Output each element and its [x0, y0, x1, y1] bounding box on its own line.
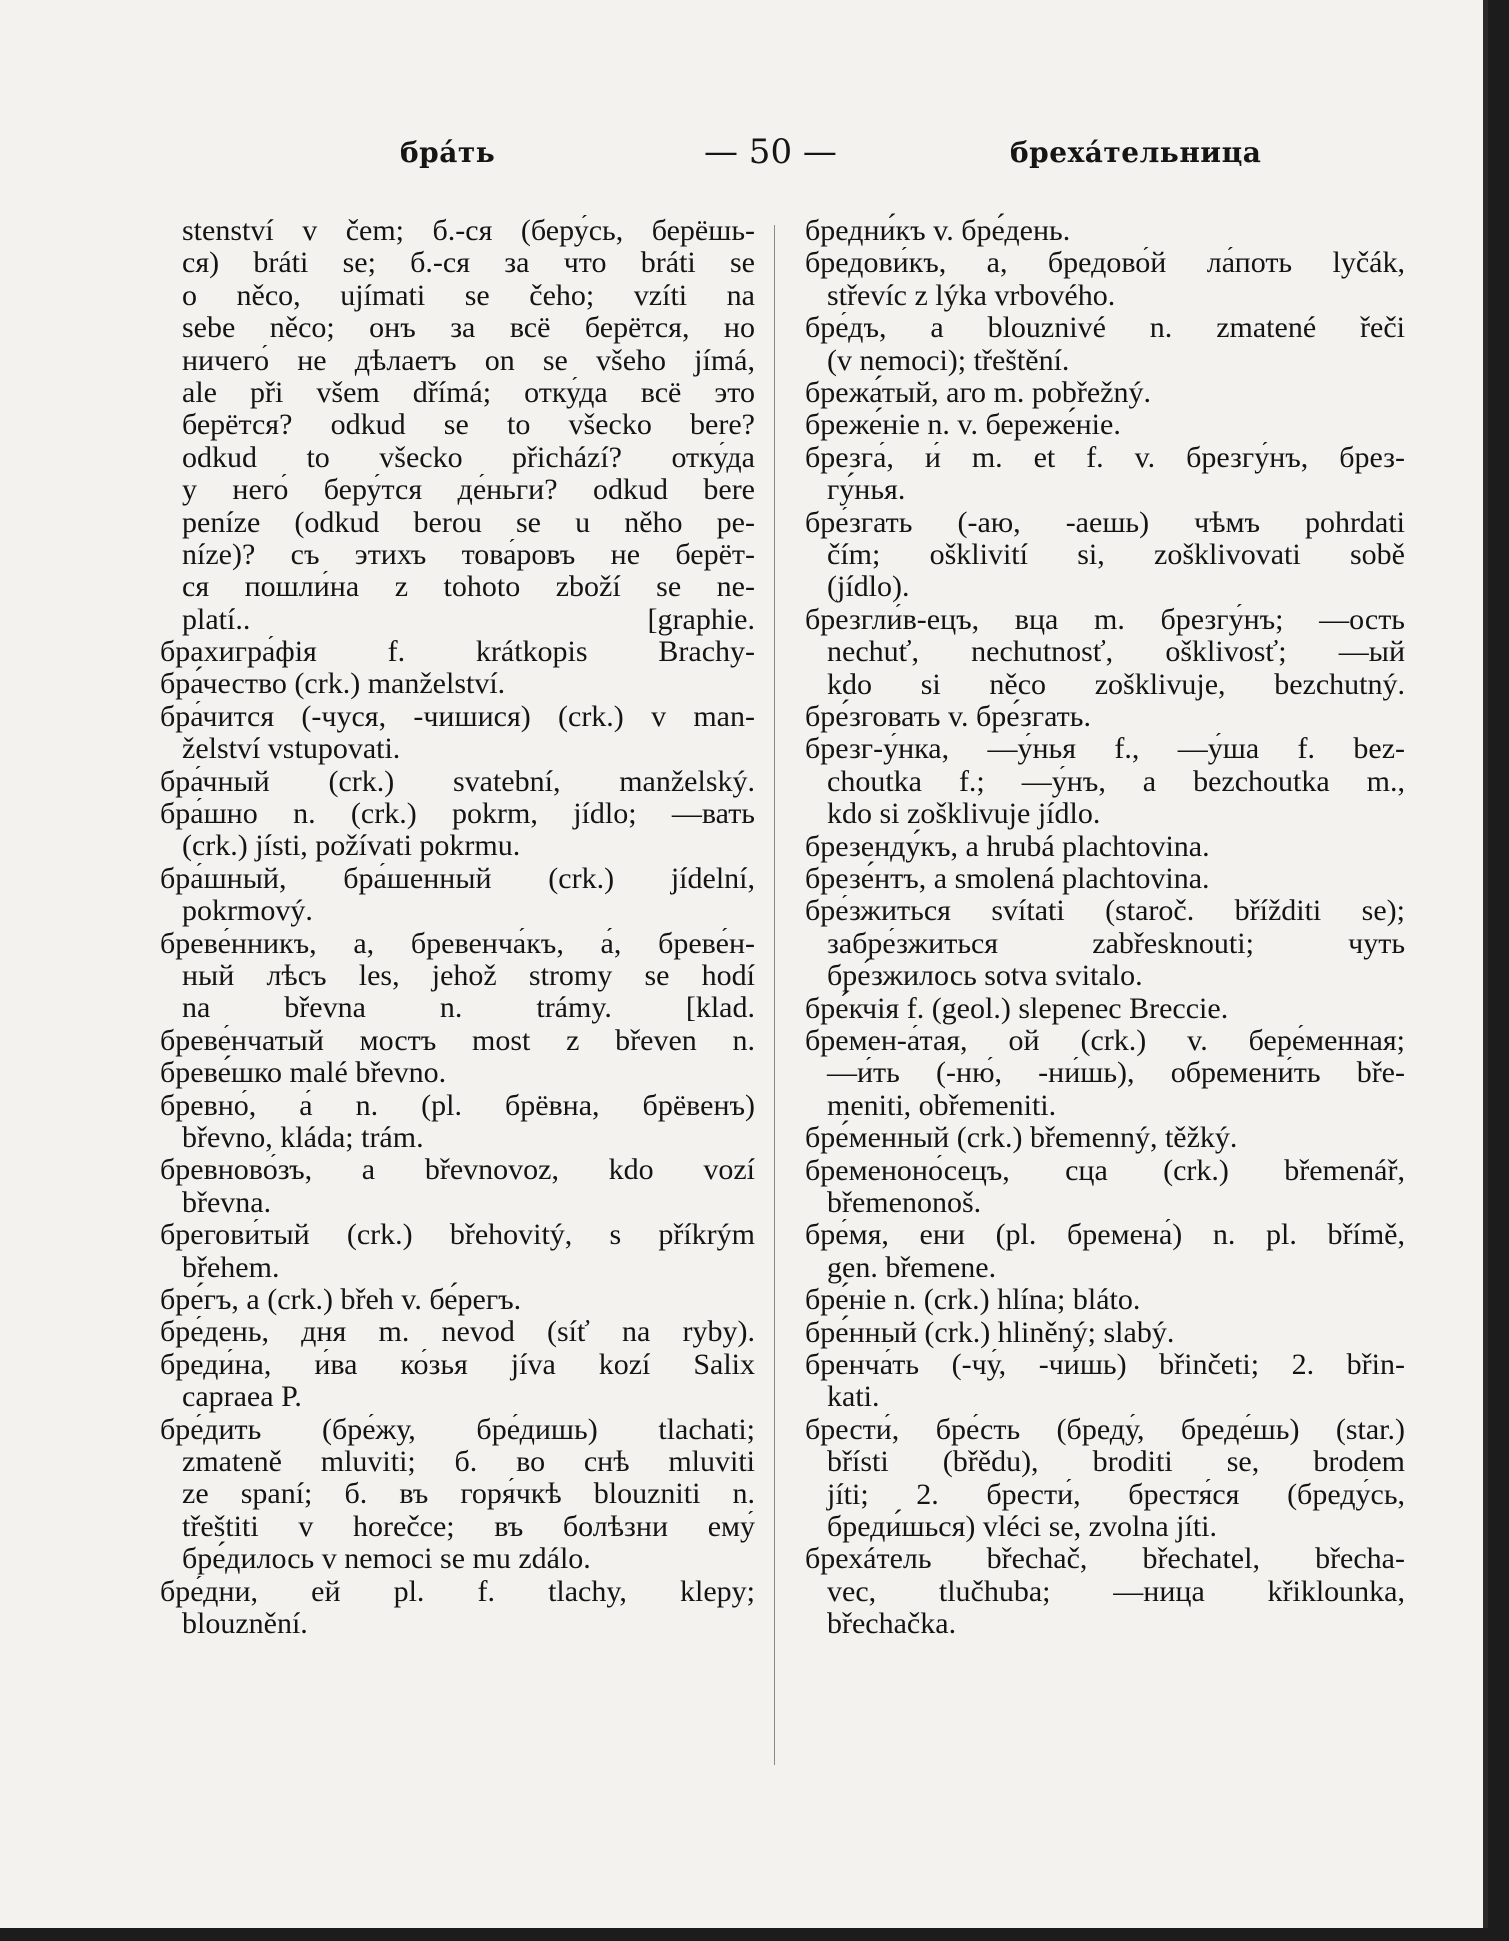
- entry-line: брежа́тый, аго m. pobřežný.: [805, 376, 1151, 409]
- entry-line: бре́кчія f. (geol.) slepenec Breccie.: [805, 991, 1229, 1025]
- entry-line: бреве́нчатый мостъ most z břeven n.: [160, 1024, 755, 1057]
- entry-line: бре́згать (-аю, -аешь) чѣмъ pohrdati: [805, 506, 1405, 539]
- entry-line: бра́чный (crk.) svatební, manželský.: [160, 765, 755, 798]
- entry-line: бре́зговать v. бре́згать.: [805, 699, 1091, 733]
- entry-line: (v nemoci); třeštění.: [827, 343, 1070, 377]
- entry-line: бре́дилось v nemoci se mu zdálo.: [182, 1542, 591, 1576]
- entry-line: pokrmový.: [182, 894, 313, 928]
- page-number: — 50 —: [704, 132, 837, 172]
- entry-line: берётся? odkud se to všecko bere?: [182, 409, 755, 442]
- entry-line: бре́нный (crk.) hliněný; slabý.: [805, 1315, 1175, 1349]
- entry-line: бра́шно n. (crk.) pokrm, jídlo; —вать: [160, 798, 755, 831]
- entry-line: бренча́ть (-чу́, -чи́шь) břinčeti; 2. břin-: [805, 1348, 1405, 1381]
- entry-line: бреди́на, и́ва ко́зья jíva kozí Salix: [160, 1348, 755, 1381]
- entry-line: бреже́ніе n. v. береже́ніе.: [805, 408, 1121, 442]
- entry-line: zmateně mluviti; б. во снѣ mluviti: [182, 1446, 755, 1478]
- left-column: [160, 215, 755, 1640]
- entry-line: břemenonoš.: [827, 1185, 982, 1219]
- entry-line: nechuť, nechutnosť, ošklivosť; —ый: [827, 636, 1405, 669]
- entry-line: ся пошли́на z tohoto zboží se ne-: [182, 571, 755, 604]
- entry-line: бре́мя, ени (pl. бремена́) n. pl. břímě,: [805, 1219, 1405, 1252]
- entry-line: брахигра́фія f. krátkopis Brachy-: [160, 636, 755, 669]
- entry-line: stenství v čem; б.-ся (беру́сь, берёшь-: [182, 215, 755, 247]
- entry-line: бре́ніе n. (crk.) hlína; bláto.: [805, 1283, 1141, 1317]
- entry-line: vec, tlučhuba; —ница křiklounka,: [827, 1575, 1405, 1608]
- entry-line: бре́дни, ей pl. f. tlachy, klepy;: [160, 1575, 755, 1608]
- entry-line: břísti (břědu), broditi se, brodem: [827, 1446, 1405, 1479]
- entry-line: бре́дъ, а blouznivé n. zmatené řeči: [805, 312, 1405, 345]
- entry-line: (jídlo).: [827, 570, 910, 604]
- entry-line: níze)? съ этихъ това́ровъ не берёт-: [182, 538, 755, 571]
- entry-line: бра́чество (crk.) manželství.: [160, 667, 506, 701]
- entry-line: бреве́нникъ, а, бревенча́къ, а́, бреве́н-: [160, 927, 755, 960]
- entry-line: kdo si něco zošklivuje, bezchutný.: [827, 668, 1405, 701]
- entry-line: брести́, бре́сть (бреду́, бреде́шь) (star.): [805, 1413, 1405, 1446]
- entry-line: бре́зжилось sotva svitalo.: [827, 959, 1143, 993]
- entry-line: střevíc z lýka vrbového.: [827, 278, 1116, 312]
- entry-line: бредни́къ v. бре́день.: [805, 214, 1071, 247]
- entry-line: ный лѣсъ les, jehož stromy se hodí: [182, 960, 755, 993]
- entry-line: odkud to všecko přichází? отку́да: [182, 441, 755, 474]
- entry-line: gen. břemene.: [827, 1250, 997, 1284]
- entry-line: бреве́шко malé břevno.: [160, 1056, 447, 1090]
- right-column: [805, 215, 1405, 1641]
- entry-line: бревново́зъ, а břevnovoz, kdo vozí: [160, 1154, 755, 1187]
- entry-line: želství vstupovati.: [182, 732, 401, 766]
- entry-line: (crk.) jísti, požívati pokrmu.: [182, 829, 521, 863]
- entry-line: —и́ть (-ню́, -ни́шь), обремени́ть bře-: [827, 1057, 1405, 1090]
- entry-line: бремен-а́тая, ой (crk.) v. бере́менная;: [805, 1024, 1405, 1057]
- entry-line: břevno, kláda; trám.: [182, 1121, 424, 1155]
- entry-line: ничего́ не дѣлаетъ on se všeho jímá,: [182, 344, 755, 377]
- entry-line: брезе́нтъ, а smolená plachtovina.: [805, 861, 1210, 895]
- entry-line: гу́нья.: [827, 473, 906, 507]
- entry-line: брезенду́къ, а hrubá plachtovina.: [805, 829, 1210, 863]
- entry-line: брехáтель břechač, břechatel, břecha-: [805, 1543, 1405, 1576]
- entry-line: břechačka.: [827, 1607, 957, 1641]
- entry-line: kati.: [827, 1380, 880, 1414]
- entry-line: blouznění.: [182, 1606, 308, 1640]
- entry-line: břevna.: [182, 1185, 272, 1219]
- column-divider: [774, 225, 775, 1765]
- entry-line: ze spaní; б. въ горя́чкѣ blouzniti n.: [182, 1478, 755, 1511]
- entry-line: peníze (odkud berou se u něho pe-: [182, 506, 755, 539]
- entry-line: забре́зжиться zabřesknouti; чуть: [827, 927, 1405, 960]
- entry-line: ся) bráti se; б.-ся за что bráti se: [182, 247, 755, 280]
- entry-line: capraea P.: [182, 1380, 302, 1414]
- entry-line: брезг-у́нка, —у́нья f., —у́ша f. bez-: [805, 733, 1405, 766]
- entry-line: бра́чится (-чуся, -чишися) (crk.) v man-: [160, 700, 755, 733]
- entry-line: třeštiti v horečce; въ болѣзни ему́: [182, 1510, 755, 1543]
- entry-line: бре́зжиться svítati (staroč. břížditi se);: [805, 895, 1405, 928]
- entry-line: бре́менный (crk.) břemenný, těžký.: [805, 1121, 1238, 1155]
- entry-line: o něco, ujímati se čeho; vzíti na: [182, 279, 755, 312]
- entry-line: бра́шный, бра́шенный (crk.) jídelní,: [160, 862, 755, 895]
- entry-line: jíti; 2. брести́, брестя́ся (бреду́сь,: [827, 1478, 1405, 1511]
- entry-line: бреди́шься) vléci se, zvolna jíti.: [827, 1509, 1217, 1543]
- entry-line: choutka f.; —у́нъ, а bezchoutka m.,: [827, 765, 1405, 798]
- entry-line: ale při všem dřímá; отку́да всё это: [182, 376, 755, 409]
- entry-line: брегови́тый (crk.) břehovitý, s příkrým: [160, 1219, 755, 1252]
- page-header: [0, 132, 1488, 176]
- entry-line: sebe něco; онъ за всё берётся, но: [182, 312, 755, 345]
- entry-line: kdo si zošklivuje jídlo.: [827, 797, 1101, 831]
- entry-line: бревно́, а́ n. (pl. брёвна, брёвенъ): [160, 1089, 755, 1122]
- header-right-guide-word: брехáтельница: [1010, 136, 1262, 169]
- entry-line: бременоно́сецъ, сца (crk.) břemenář,: [805, 1154, 1405, 1187]
- entry-line: na břevna n. trámy. [klad.: [182, 992, 755, 1025]
- entry-line: бредови́къ, а, бредово́й ла́поть lyčák,: [805, 247, 1405, 280]
- entry-line: бре́день, дня m. nevod (síť na ryby).: [160, 1316, 755, 1349]
- header-left-guide-word: бра́ть: [400, 136, 496, 169]
- entry-line: брезгли́в-ецъ, вца m. брезгу́нъ; —ость: [805, 603, 1405, 636]
- entry-line: брезга́, и́ m. et f. v. брезгу́нъ, брез-: [805, 441, 1405, 474]
- entry-line: бре́гъ, а (crk.) břeh v. бе́регъ.: [160, 1283, 522, 1317]
- entry-line: platí.. [graphie.: [182, 603, 755, 636]
- entry-line: čím; ošklivití si, zošklivovati sobě: [827, 539, 1405, 571]
- entry-line: у него́ беру́тся де́ньги? odkud bere: [182, 474, 755, 507]
- entry-line: meniti, obřemeniti.: [827, 1088, 1057, 1122]
- entry-line: бре́дить (бре́жу, бре́дишь) tlachati;: [160, 1413, 755, 1446]
- entry-line: břehem.: [182, 1250, 280, 1284]
